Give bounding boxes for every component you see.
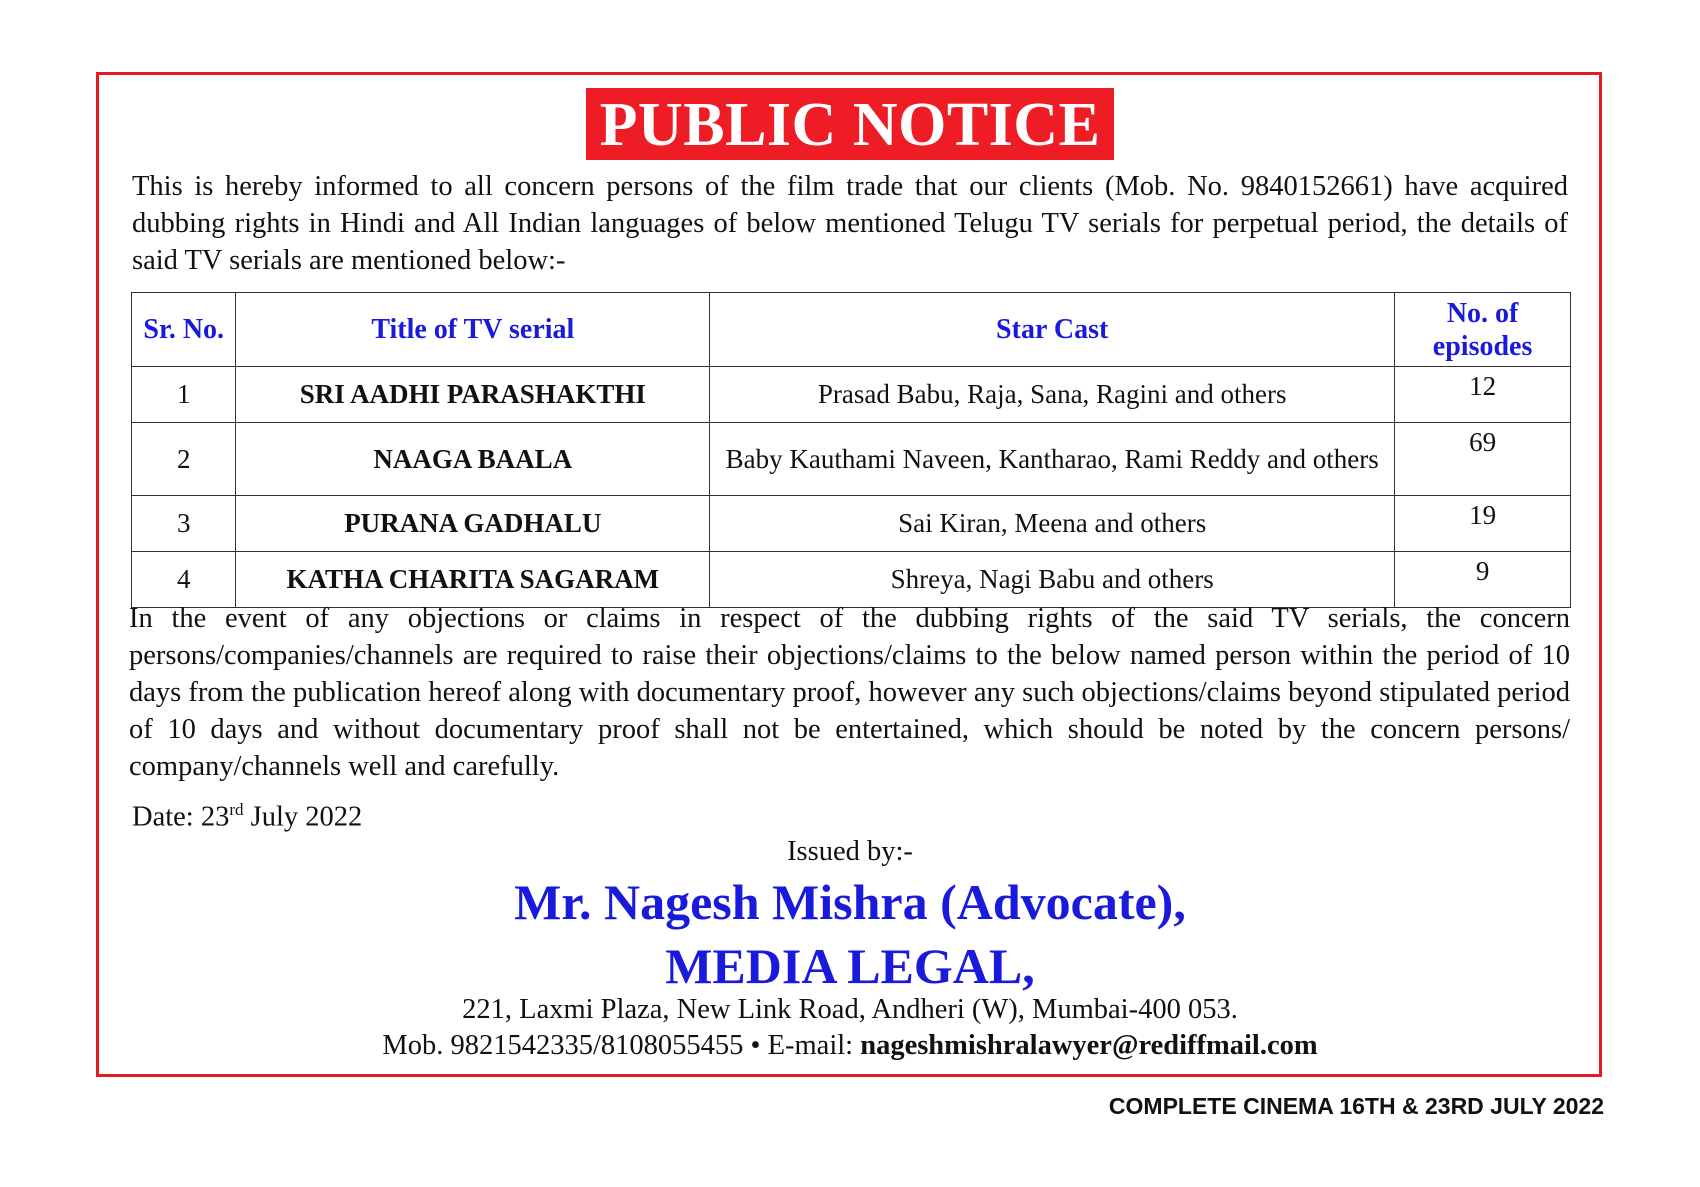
notice-date [132,800,362,834]
cell-sr: 2 [132,423,236,496]
cell-cast: Shreya, Nagi Babu and others [710,552,1395,608]
firm-address: 221, Laxmi Plaza, New Link Road, Andheri (W), Mumbai-400 053. [462,994,1238,1025]
cell-cast: Baby Kauthami Naveen, Kantharao, Rami Reddy and others [710,423,1395,496]
firm-name: MEDIA LEGAL, [665,938,1035,994]
cell-episodes: 69 [1395,423,1571,496]
header-star-cast: Star Cast [710,293,1395,367]
notice-title: PUBLIC NOTICE [586,88,1115,160]
table-header-row [132,293,1571,367]
table-row [132,423,1571,496]
table-row [132,496,1571,552]
cell-sr: 4 [132,552,236,608]
table-row [132,367,1571,423]
date-suffix: rd [229,800,244,819]
cell-episodes: 9 [1395,552,1571,608]
intro-paragraph: This is hereby informed to all concern persons of the film trade that our clients (Mob. No. 9840152661) have acquired dubbing rights in Hindi and All Indian languages of below mentioned Telugu TV serials for perpetual period, the details of said TV serials are mentioned below:- [132,171,1568,276]
cell-episodes: 19 [1395,496,1571,552]
cell-title: SRI AADHI PARASHAKTHI [236,367,710,423]
contact-line [0,1030,1700,1062]
objection-paragraph: In the event of any objections or claims in respect of the dubbing rights of the said TV serials, the concern persons/companies/channels are required to raise their objections/claims to the below named person within the period of 10 days from the publication hereof along with documentary proof, however any such objections/claims beyond stipulated period of 10 days and without documentary proof shall not be entertained, which should be noted by the concern persons/ company/channels well and carefully. [129,603,1570,782]
header-episodes: No. of episodes [1395,293,1571,367]
header-title: Title of TV serial [236,293,710,367]
mobile-numbers: Mob. 9821542335/8108055455 • E-mail: [382,1030,861,1061]
header-sr-no: Sr. No. [132,293,236,367]
cell-sr: 3 [132,496,236,552]
cell-episodes: 12 [1395,367,1571,423]
cell-sr: 1 [132,367,236,423]
cell-title: KATHA CHARITA SAGARAM [236,552,710,608]
serials-table [131,292,1571,608]
advocate-name: Mr. Nagesh Mishra (Advocate), [514,874,1186,930]
cell-cast: Sai Kiran, Meena and others [710,496,1395,552]
publication-footer: COMPLETE CINEMA 16TH & 23RD JULY 2022 [1108,1093,1604,1119]
cell-title: NAAGA BAALA [236,423,710,496]
cell-title: PURANA GADHALU [236,496,710,552]
cell-cast: Prasad Babu, Raja, Sana, Ragini and others [710,367,1395,423]
email-address: nageshmishralawyer@rediffmail.com [860,1030,1318,1061]
notice-title-wrap [0,88,1700,160]
date-label: Date: 23 [132,801,230,833]
date-rest: July 2022 [243,801,363,833]
issued-by-label: Issued by:- [787,836,913,867]
